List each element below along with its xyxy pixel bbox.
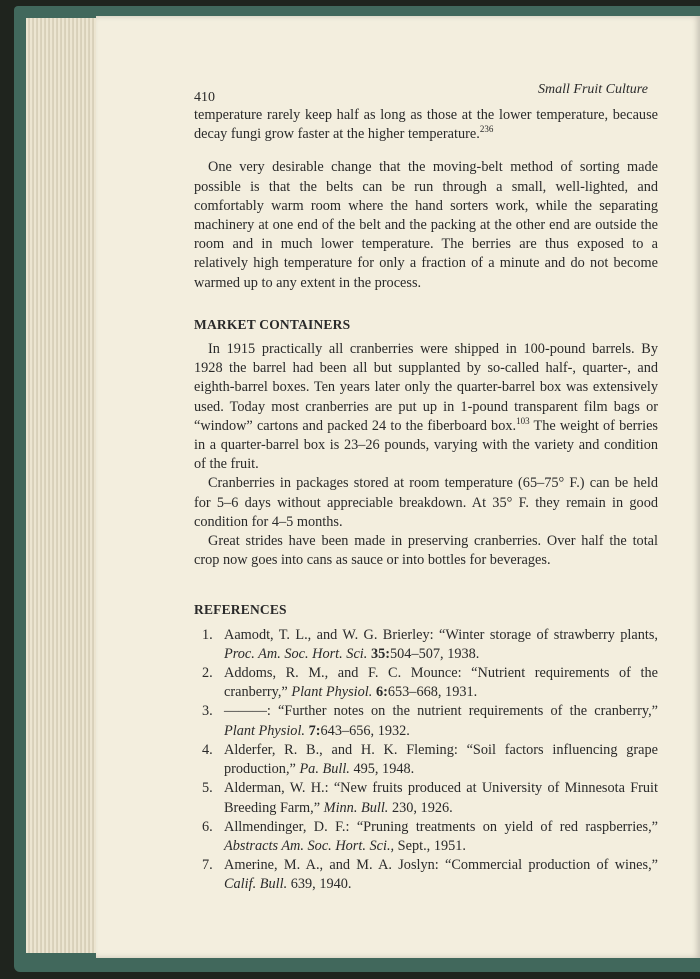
page-content	[194, 106, 658, 895]
footnote-ref: 103	[516, 416, 530, 427]
reference-list	[194, 626, 658, 895]
section-heading-market-containers: MARKET CONTAINERS	[194, 316, 351, 332]
section-heading-references: REFERENCES	[194, 602, 287, 618]
paragraph-continued: temperature rarely keep half as long as those at the lower temperature, because decay fungi grow faster at the higher temperature.$^{236}$	[194, 107, 658, 143]
paragraph-storage: Cranberries in packages stored at room temperature (65–75° F.) can be held for 5–6 days without appreciable breakdown. At 35° F. they remain in good condition for 4–5 months.	[194, 475, 658, 530]
running-title: Small Fruit Culture	[538, 82, 648, 97]
reference-item: 2. Addoms, R. M., and F. C. Mounce: “Nutrient requirements of the cranberry,” Plant Physiol. 6:653–668, 1931.	[202, 665, 658, 701]
paragraph-sorting: One very desirable change that the moving-belt method of sorting made possible is that the belts can be run through a small, well-lighted, and comfortably warm room where the hand sorters work, while the separating machinery at one end of the belt and the packing at the other end are outside the room and in much lower temperature. The berries are thus exposed to a relatively high temperature for only a fraction of a minute and do not become warmed up to any extent in the process.	[194, 159, 658, 291]
paragraph-containers: In 1915 practically all cranberries were shipped in 100-pound barrels. By 1928 the barrel had been all but supplanted by so-called half-, quarter-, and eighth-barrel boxes. Ten years later only the quarter-barrel box was extensively used. Today most cranberries are put up in 1-pound transparent film bags or “window” cartons and packed 24 to the fiberboard box.$^{103}$ The weight of berries in a quarter-barrel box is 23–26 pounds, varying with the variety and condition of the fruit.	[194, 341, 658, 473]
footnote-ref: 236	[479, 124, 494, 135]
paragraph-preserving: Great strides have been made in preserving cranberries. Over half the total crop now goes into cans as sauce or into bottles for beverages.	[194, 533, 658, 569]
reference-item: 3. ———: “Further notes on the nutrient requirements of the cranberry,” Plant Physiol. 7:643–656, 1932.	[202, 703, 658, 739]
reference-item: 7. Amerine, M. A., and M. A. Joslyn: “Commercial production of wines,” Calif. Bull. 639, 1940.	[202, 857, 658, 893]
reference-item: 6. Allmendinger, D. F.: “Pruning treatments on yield of red raspberries,” Abstracts Am. Soc. Hort. Sci., Sept., 1951.	[202, 818, 658, 854]
page-number: 410	[194, 90, 215, 105]
reference-item: 1. Aamodt, T. L., and W. G. Brierley: “Winter storage of strawberry plants, Proc. Am. Soc. Hort. Sci. 35:504–507, 1938.	[202, 626, 658, 662]
page-edges	[26, 18, 106, 953]
reference-item: 4. Alderfer, R. B., and H. K. Fleming: “Soil factors influencing grape production,” Pa. Bull. 495, 1948.	[202, 741, 658, 778]
reference-item: 5. Alderman, W. H.: “New fruits produced at University of Minnesota Fruit Breeding Farm,” Minn. Bull. 230, 1926.	[202, 780, 658, 816]
